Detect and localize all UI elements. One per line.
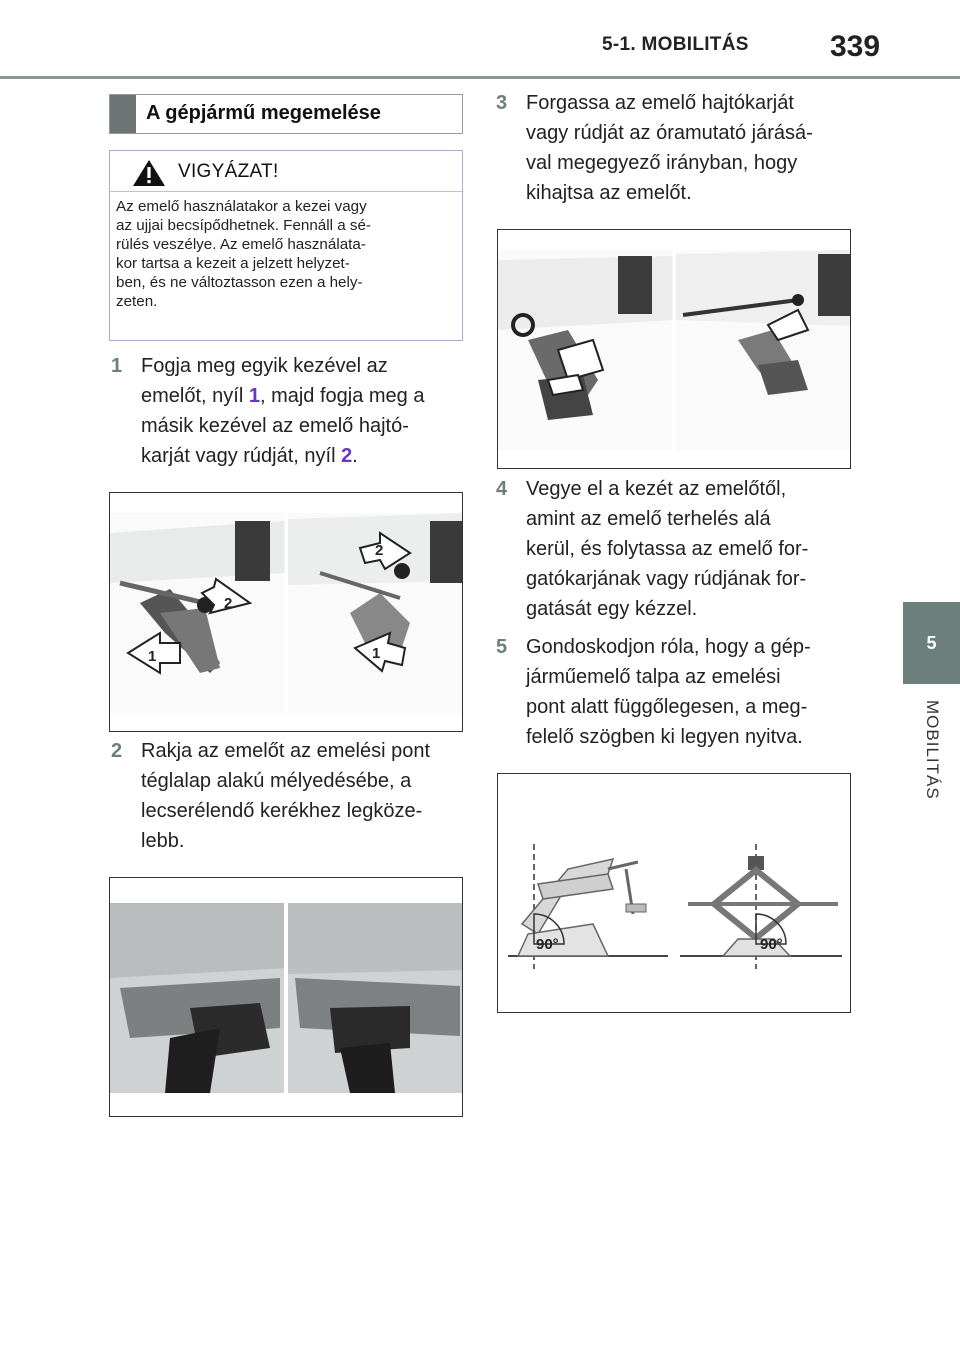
step-line: kerül, és folytassa az emelő for- (526, 538, 809, 560)
arrow-number: 2 (341, 445, 353, 467)
header-divider (0, 76, 960, 79)
figure-label: 2 (375, 542, 384, 559)
section-title-bar (110, 95, 136, 133)
figure-jack-angle (497, 773, 851, 1013)
step-line: felelő szögben ki legyen nyitva. (526, 726, 803, 748)
step-line: járműemelő talpa az emelési (526, 666, 781, 688)
figure-label: 1 (148, 648, 157, 665)
step-text (141, 736, 430, 856)
figure-label: 2 (224, 595, 233, 612)
jack-crank-illustration (498, 230, 851, 469)
chapter-number: 5 (926, 632, 937, 653)
jack-grab-illustration (110, 493, 463, 732)
step-line: Gondoskodjon róla, hogy a gép- (526, 636, 811, 658)
warning-header (110, 151, 462, 192)
figure-grab-jack (109, 492, 463, 732)
step-line: Fogja meg egyik kezével az (141, 355, 388, 377)
jack-angle-diagram (498, 774, 851, 1013)
step-number: 1 (111, 355, 123, 377)
figure-crank-jack (497, 229, 851, 469)
step-line-part: karját vagy rúdját, nyíl (141, 445, 342, 467)
step-line-part: . (352, 445, 358, 467)
step-line-part: emelőt, nyíl (141, 385, 249, 407)
chapter-side-label (920, 700, 944, 850)
warning-triangle-icon (132, 159, 166, 187)
angle-label: 90° (760, 936, 783, 953)
step-number: 5 (496, 636, 508, 658)
arrow-number: 1 (248, 385, 260, 407)
section-title-box (109, 94, 463, 134)
warning-line: zeten. (116, 293, 158, 310)
warning-line: rülés veszélye. Az emelő használata- (116, 236, 366, 253)
warning-label: VIGYÁZAT! (178, 161, 279, 182)
step-line-part: , majd fogja meg a (259, 385, 425, 407)
step-line: val megegyező irányban, hogy (526, 152, 798, 174)
figure-label: 1 (372, 645, 381, 662)
warning-text (116, 197, 456, 311)
page-number: 339 (830, 30, 881, 63)
step-line: lebb. (141, 830, 185, 852)
section-title: A gépjármű megemelése (146, 102, 381, 124)
warning-line: ben, és ne változtasson ezen a hely- (116, 274, 363, 291)
step-number: 4 (496, 478, 508, 500)
step-text (526, 474, 808, 624)
warning-line: kor tartsa a kezeit a jelzett helyzet- (116, 255, 350, 272)
step-line: kihajtsa az emelőt. (526, 182, 692, 204)
step-line: vagy rúdját az óramutató járásá- (526, 122, 813, 144)
step-line: téglalap alakú mélyedésébe, a (141, 770, 412, 792)
warning-box (109, 150, 463, 341)
step-line: Forgassa az emelő hajtókarját (526, 92, 794, 114)
step-line: gatását egy kézzel. (526, 598, 698, 620)
step-line: másik kezével az emelő hajtó- (141, 415, 409, 437)
step-text (526, 632, 811, 752)
step-line: pont alatt függőlegesen, a meg- (526, 696, 808, 718)
step-line: amint az emelő terhelés alá (526, 508, 771, 530)
chapter-tab (903, 602, 960, 684)
step-line (141, 441, 424, 471)
step-text (141, 351, 424, 471)
warning-line: Az emelő használatakor a kezei vagy (116, 198, 367, 215)
step-line: gatókarjának vagy rúdjának for- (526, 568, 807, 590)
step-line (141, 381, 424, 411)
step-line: Vegye el a kezét az emelőtől, (526, 478, 787, 500)
angle-label: 90° (536, 936, 559, 953)
step-line: Rakja az emelőt az emelési pont (141, 740, 431, 762)
step-line: lecserélendő kerékhez legköze- (141, 800, 423, 822)
chapter-label: MOBILITÁS (923, 700, 942, 800)
warning-line: az ujjai becsípődhetnek. Fennáll a sé- (116, 217, 371, 234)
step-number: 2 (111, 740, 123, 762)
step-text (526, 88, 813, 208)
step-number: 3 (496, 92, 508, 114)
figure-jack-placement (109, 877, 463, 1117)
running-header-section: 5-1. MOBILITÁS (602, 34, 749, 55)
jack-placement-photo (110, 878, 463, 1117)
